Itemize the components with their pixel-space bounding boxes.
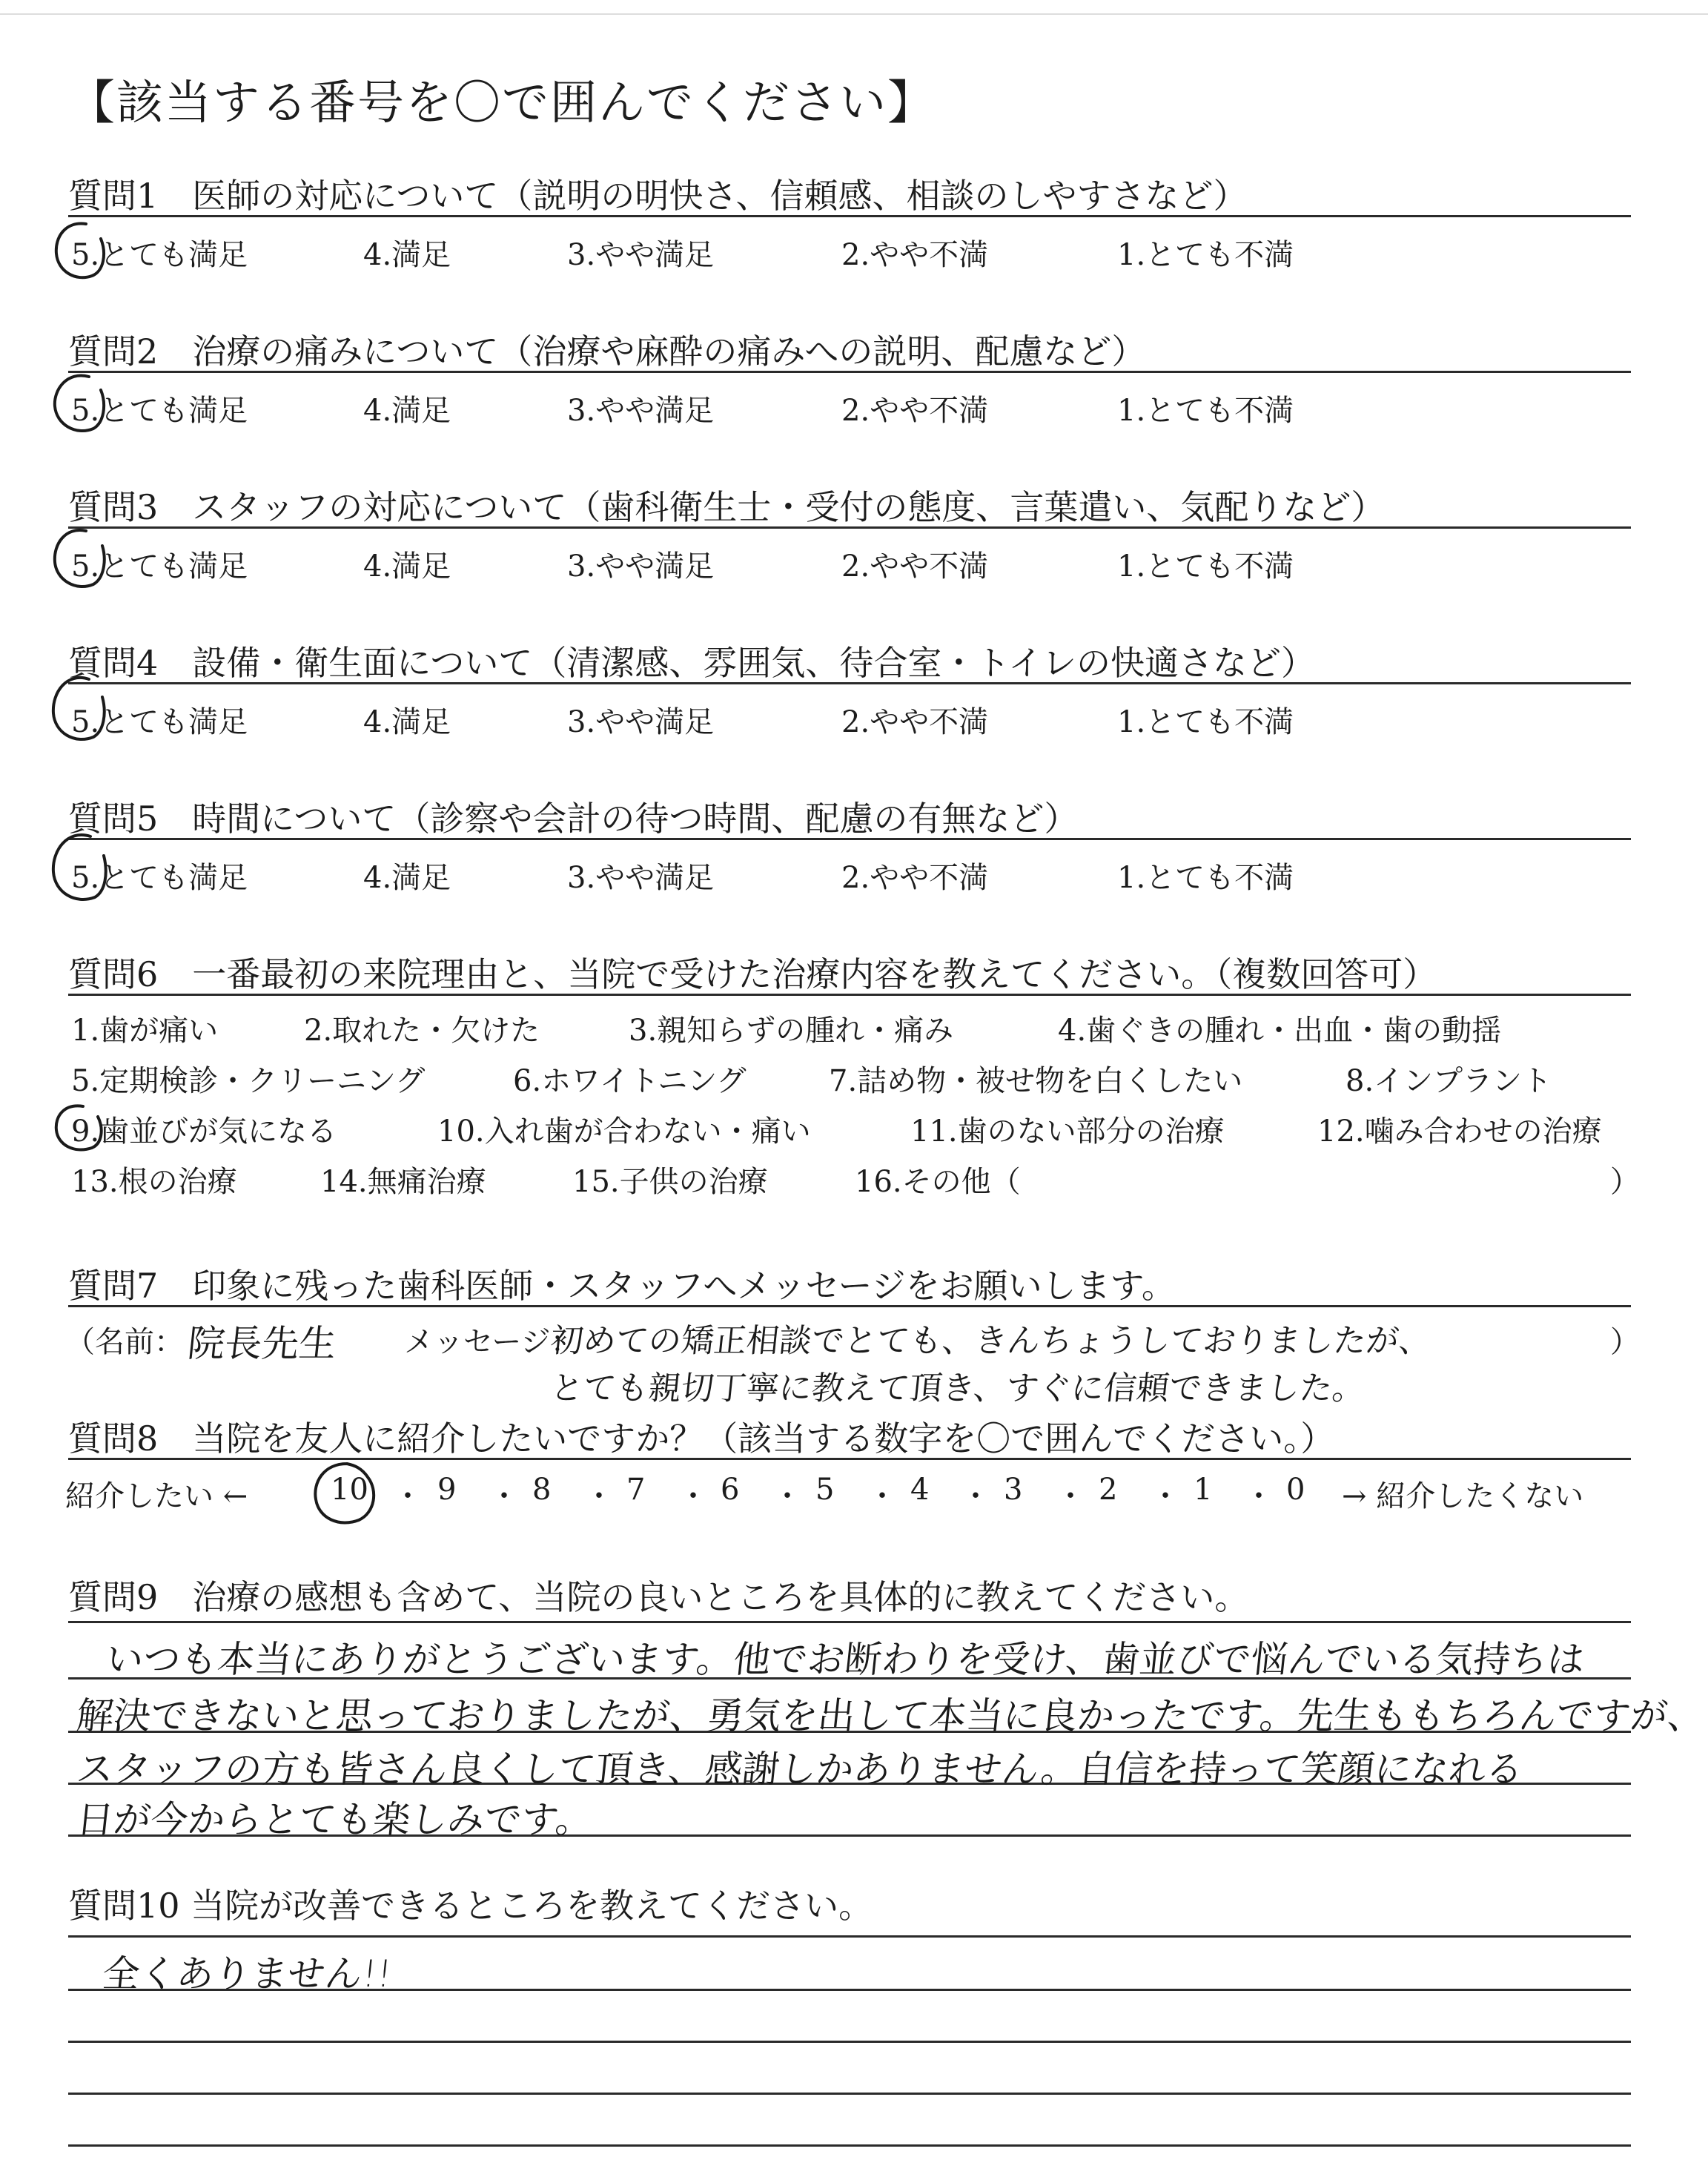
option-3[interactable]: 3.やや満足 xyxy=(567,394,715,428)
question-title: 質問4 設備・衛生面について（清潔感、雰囲気、待合室・トイレの快適さなど） xyxy=(68,643,1316,683)
question-title: 質問6 一番最初の来院理由と、当院で受けた治療内容を教えてください。（複数回答可） xyxy=(68,954,1437,994)
selection-circle xyxy=(50,1100,111,1157)
reason-option[interactable]: 6.ホワイトニング xyxy=(513,1064,747,1098)
scale-dot: ・ xyxy=(961,1479,990,1513)
option-4[interactable]: 4.満足 xyxy=(363,238,451,272)
scale-dot: ・ xyxy=(1244,1479,1274,1513)
divider xyxy=(68,526,1631,529)
question-title: 質問10 当院が改善できるところを教えてください。 xyxy=(68,1886,873,1926)
option-4[interactable]: 4.満足 xyxy=(363,394,451,428)
writing-line xyxy=(68,1621,1631,1623)
writing-line xyxy=(68,2144,1631,2147)
handwritten-answer-line: 全くありません!! xyxy=(100,1952,394,1995)
recommend-left-label: 紹介したい ← xyxy=(65,1479,248,1513)
scale-9[interactable]: 9 xyxy=(437,1473,457,1507)
scale-3[interactable]: 3 xyxy=(1004,1473,1023,1507)
option-3[interactable]: 3.やや満足 xyxy=(567,861,715,895)
scale-10[interactable]: 10 xyxy=(331,1473,368,1507)
option-2[interactable]: 2.やや不満 xyxy=(841,238,989,272)
reason-option[interactable]: 4.歯ぐきの腫れ・出血・歯の動揺 xyxy=(1058,1014,1502,1048)
writing-line xyxy=(68,1935,1631,1938)
selection-circle xyxy=(49,525,108,595)
option-2[interactable]: 2.やや不満 xyxy=(841,394,989,428)
top-edge xyxy=(0,13,1708,15)
reason-option[interactable]: 14.無痛治療 xyxy=(320,1165,486,1199)
scale-dot: ・ xyxy=(772,1479,802,1513)
selection-circle xyxy=(310,1459,384,1532)
divider xyxy=(68,994,1631,996)
divider xyxy=(68,1458,1631,1460)
handwritten-answer-line: スタッフの方も皆さん良くして頂き、感謝しかありません。自信を持って笑顔になれる xyxy=(74,1748,1526,1791)
option-5[interactable]: 5.とても満足 xyxy=(71,705,248,739)
message-label: メッセージ： xyxy=(404,1325,580,1359)
handwritten-answer-line: 日が今からとても楽しみです。 xyxy=(74,1798,595,1841)
option-5[interactable]: 5.とても満足 xyxy=(71,238,248,272)
divider xyxy=(68,215,1631,217)
form-header: 【該当する番号を〇で囲んでください】 xyxy=(68,76,936,130)
scale-8[interactable]: 8 xyxy=(532,1473,552,1507)
option-5[interactable]: 5.とても満足 xyxy=(71,394,248,428)
scale-7[interactable]: 7 xyxy=(626,1473,646,1507)
reason-option[interactable]: 8.インプラント xyxy=(1345,1064,1552,1098)
reason-option[interactable]: 16.その他（ xyxy=(855,1165,1021,1199)
name-label: （名前： xyxy=(65,1325,184,1359)
scale-1[interactable]: 1 xyxy=(1194,1473,1213,1507)
divider xyxy=(68,682,1631,684)
close-paren: ） xyxy=(1610,1325,1640,1359)
reason-option[interactable]: 13.根の治療 xyxy=(71,1165,237,1199)
question-title: 質問8 当院を友人に紹介したいですか？（該当する数字を〇で囲んでください。） xyxy=(68,1418,1335,1459)
handwritten-answer-line: いつも本当にありがとうございます。他でお断わりを受け、歯並びで悩んでいる気持ちは xyxy=(104,1638,1587,1681)
reason-option[interactable]: 11.歯のない部分の治療 xyxy=(910,1114,1225,1149)
reason-option[interactable]: 3.親知らずの腫れ・痛み xyxy=(629,1014,954,1048)
scale-dot: ・ xyxy=(489,1479,519,1513)
question-title: 質問5 時間について（診察や会計の待つ時間、配慮の有無など） xyxy=(68,799,1079,839)
option-1[interactable]: 1.とても不満 xyxy=(1117,861,1294,895)
question-title: 質問7 印象に残った歯科医師・スタッフへメッセージをお願いします。 xyxy=(68,1266,1176,1306)
handwritten-message-line: 初めての矯正相談でとても、きんちょうしておりましたが、 xyxy=(549,1322,1434,1360)
option-3[interactable]: 3.やや満足 xyxy=(567,238,715,272)
reason-option[interactable]: 2.取れた・欠けた xyxy=(304,1014,540,1048)
reason-option[interactable]: 5.定期検診・クリーニング xyxy=(71,1064,426,1098)
handwritten-message-line: とても親切丁寧に教えて頂き、すぐに信頼できました。 xyxy=(549,1370,1367,1407)
option-5[interactable]: 5.とても満足 xyxy=(71,861,248,895)
option-1[interactable]: 1.とても不満 xyxy=(1117,238,1294,272)
scale-0[interactable]: 0 xyxy=(1286,1473,1305,1507)
reason-option[interactable]: 12.噛み合わせの治療 xyxy=(1317,1114,1602,1149)
scale-dot: ・ xyxy=(1151,1479,1180,1513)
scale-2[interactable]: 2 xyxy=(1099,1473,1118,1507)
reason-option[interactable]: 1.歯が痛い xyxy=(71,1014,219,1048)
reason-option[interactable]: 9.歯並びが気になる xyxy=(71,1114,337,1149)
question-title: 質問2 治療の痛みについて（治療や麻酔の痛みへの説明、配慮など） xyxy=(68,331,1146,371)
scale-dot: ・ xyxy=(867,1479,897,1513)
divider xyxy=(68,371,1631,373)
scale-6[interactable]: 6 xyxy=(721,1473,740,1507)
scale-dot: ・ xyxy=(1056,1479,1085,1513)
reason-option[interactable]: 10.入れ歯が合わない・痛い xyxy=(437,1114,811,1149)
option-4[interactable]: 4.満足 xyxy=(363,549,451,584)
scale-4[interactable]: 4 xyxy=(910,1473,930,1507)
option-2[interactable]: 2.やや不満 xyxy=(841,705,989,739)
option-1[interactable]: 1.とても不満 xyxy=(1117,705,1294,739)
question-title: 質問1 医師の対応について（説明の明快さ、信頼感、相談のしやすさなど） xyxy=(68,176,1248,216)
scale-5[interactable]: 5 xyxy=(815,1473,835,1507)
option-3[interactable]: 3.やや満足 xyxy=(567,549,715,584)
question-title: 質問3 スタッフの対応について（歯科衛生士・受付の態度、言葉遣い、気配りなど） xyxy=(68,487,1386,527)
option-2[interactable]: 2.やや不満 xyxy=(841,549,989,584)
handwritten-answer-line: 解決できないと思っておりましたが、勇気を出して本当に良かったです。先生ももちろんですが、 xyxy=(74,1694,1707,1737)
writing-line xyxy=(68,2041,1631,2043)
selection-circle xyxy=(47,672,110,749)
option-1[interactable]: 1.とても不満 xyxy=(1117,394,1294,428)
writing-line xyxy=(68,2093,1631,2095)
option-4[interactable]: 4.満足 xyxy=(363,705,451,739)
option-1[interactable]: 1.とても不満 xyxy=(1117,549,1294,584)
question-title: 質問9 治療の感想も含めて、当院の良いところを具体的に教えてください。 xyxy=(68,1577,1249,1617)
selection-circle xyxy=(50,219,110,286)
recommend-right-label: → 紹介したくない xyxy=(1342,1479,1584,1513)
option-4[interactable]: 4.満足 xyxy=(363,861,451,895)
reason-option[interactable]: 15.子供の治療 xyxy=(572,1165,768,1199)
selection-circle xyxy=(47,829,111,909)
divider xyxy=(68,838,1631,840)
reason-option[interactable]: 7.詰め物・被せ物を白くしたい xyxy=(829,1064,1243,1098)
selection-circle xyxy=(49,371,108,437)
scale-dot: ・ xyxy=(678,1479,708,1513)
divider xyxy=(68,1305,1631,1307)
option-2[interactable]: 2.やや不満 xyxy=(841,861,989,895)
handwritten-name: 院長先生 xyxy=(185,1322,339,1365)
close-paren: ） xyxy=(1610,1165,1640,1199)
scale-dot: ・ xyxy=(393,1479,423,1513)
scale-dot: ・ xyxy=(584,1479,614,1513)
option-5[interactable]: 5.とても満足 xyxy=(71,549,248,584)
option-3[interactable]: 3.やや満足 xyxy=(567,705,715,739)
